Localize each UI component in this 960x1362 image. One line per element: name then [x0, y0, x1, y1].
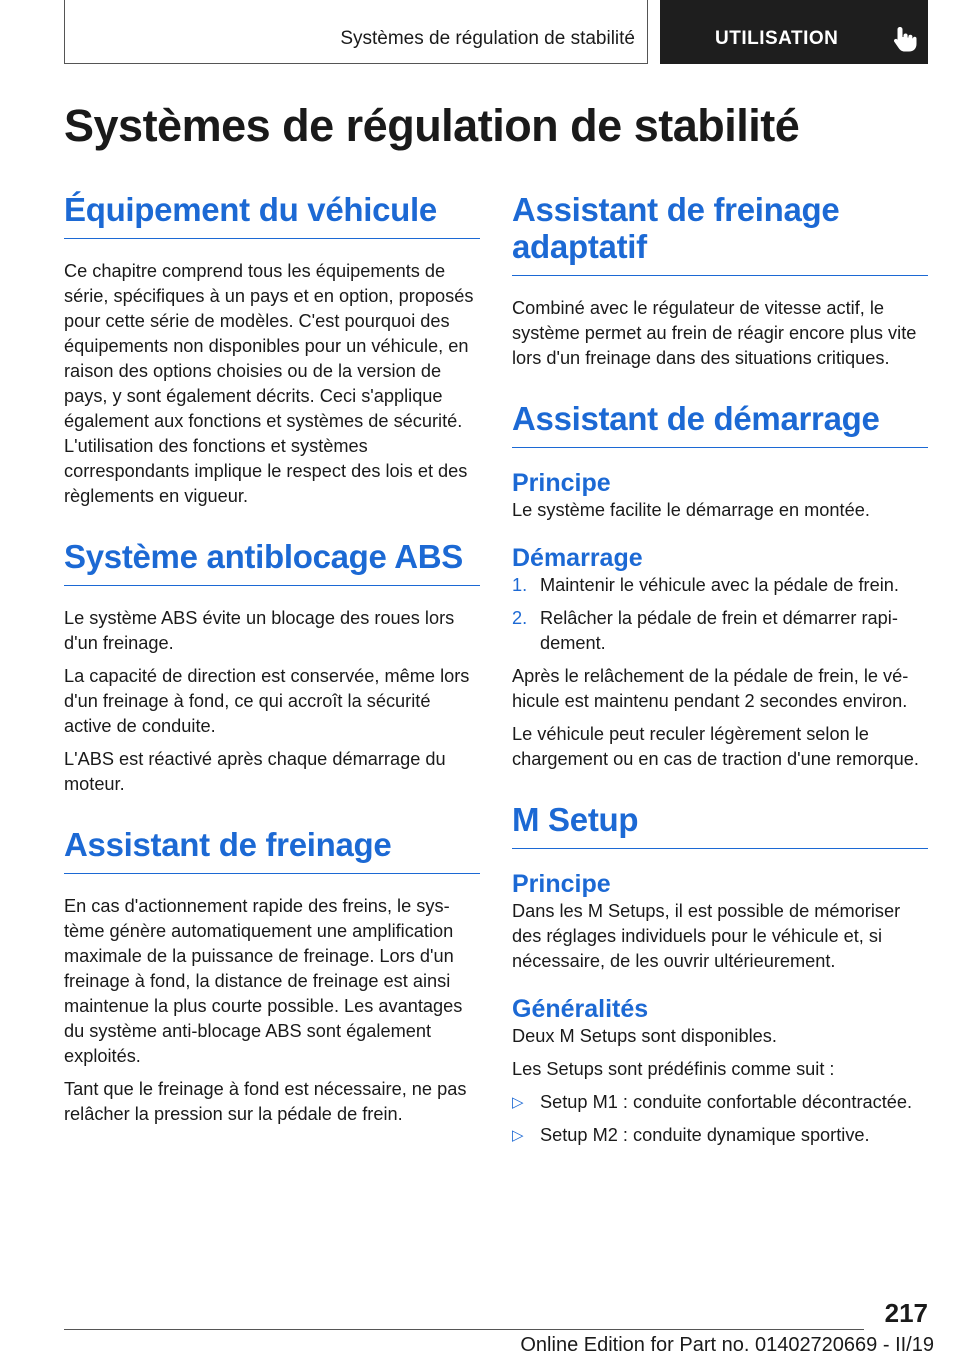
- footer-divider: [64, 1329, 864, 1330]
- header-chapter-box: [64, 0, 648, 64]
- list-item: [512, 1123, 928, 1148]
- subheading-generalites: Généralités: [512, 994, 649, 1023]
- para-demarrage-1: Après le relâchement de la pédale de frein, le véhicule est maintenu pendant 2 secondes environ.: [512, 665, 909, 711]
- para-abs-2: La capacité de direction est conservée, même lors d'un freinage à fond, ce qui accroît la sécurité active de conduite.: [64, 665, 470, 736]
- heading-equipement: Équipement du véhicule: [64, 192, 480, 239]
- list-item: [512, 1090, 928, 1115]
- para-freinage-adaptatif: Combiné avec le régulateur de vitesse actif, le système permet au frein de réagir encore plus vite lors d'un freinage dans des situations critiques.: [512, 297, 917, 368]
- para-abs-3: L'ABS est réactivé après chaque démarrage du moteur.: [64, 748, 446, 794]
- step-number: 1.: [512, 574, 528, 595]
- heading-freinage: Assistant de freinage: [64, 827, 480, 874]
- step-text: Maintenir le véhicule avec la pédale de frein.: [540, 574, 899, 595]
- header-section-tab[interactable]: [660, 0, 928, 64]
- para-abs-1: Le système ABS évite un blocage des roues lors d'un freinage.: [64, 607, 455, 653]
- para-generalites-2: Les Setups sont prédéfinis comme suit :: [512, 1058, 835, 1079]
- triangle-bullet-icon: ▷: [512, 1126, 524, 1144]
- right-column: [512, 192, 928, 1148]
- header-chapter-title: Systèmes de régulation de stabilité: [340, 28, 635, 49]
- para-generalites-1: Deux M Setups sont disponibles.: [512, 1025, 777, 1046]
- bullet-text: Setup M2 : conduite dynamique sportive.: [540, 1124, 870, 1145]
- footer-edition-text: Online Edition for Part no. 01402720669 - II/19: [520, 1334, 934, 1356]
- left-column: [64, 192, 480, 1127]
- para-principe-1: Le système facilite le démarrage en montée.: [512, 499, 870, 520]
- heading-demarrage-assistant: Assistant de démarrage: [512, 401, 928, 448]
- bullet-text: Setup M1 : conduite confortable décontractée.: [540, 1091, 913, 1112]
- para-equipement: Ce chapitre comprend tous les équipements de série, spécifiques à un pays et en option, proposés pour cette série de modèles. C'est pourquoi des équipements non disponibles pour un véhicule, en raison des options choisies ou de la version de pays, y sont également décrits. Ceci s'applique également aux fonctions et systèmes de sécurité. L'utilisation des fonctions et systèmes correspondants implique le respect des lois et des règlements en vigueur.: [64, 260, 474, 506]
- step-number: 2.: [512, 607, 528, 628]
- page-number: 217: [884, 1298, 928, 1328]
- list-item: [512, 606, 928, 656]
- step-text: Relâcher la pédale de frein et démarrer rapidement.: [540, 607, 898, 653]
- para-principe-2: Dans les M Setups, il est possible de mémoriser des réglages individuels pour le véhicule et, si nécessaire, de les ouvrir ultérieurement.: [512, 900, 901, 971]
- heading-freinage-adaptatif: Assistant de freinage adaptatif: [512, 192, 928, 276]
- triangle-bullet-icon: ▷: [512, 1093, 524, 1111]
- subheading-demarrage: Démarrage: [512, 543, 643, 572]
- header-section-label: UTILISATION: [715, 28, 839, 49]
- heading-abs: Système antiblocage ABS: [64, 539, 480, 586]
- para-freinage-2: Tant que le freinage à fond est nécessaire, ne pas relâcher la pression sur la pédale de frein.: [64, 1078, 467, 1124]
- subheading-principe-2: Principe: [512, 869, 611, 898]
- page-title: Systèmes de régulation de stabilité: [64, 100, 800, 151]
- heading-m-setup: M Setup: [512, 802, 928, 849]
- para-demarrage-2: Le véhicule peut reculer légèrement selon le chargement ou en cas de traction d'une remorque.: [512, 723, 919, 769]
- list-item: [512, 573, 928, 598]
- para-freinage-1: En cas d'actionnement rapide des freins, le système génère automatiquement une amplification maximale de la puissance de freinage. Lors d'un freinage à fond, la distance de freinage est ainsi maintenue la plus courte possible. Les avantages du système anti-blocage ABS sont également exploités.: [64, 895, 463, 1066]
- pointing-hand-icon: [892, 25, 918, 53]
- subheading-principe-1: Principe: [512, 468, 611, 497]
